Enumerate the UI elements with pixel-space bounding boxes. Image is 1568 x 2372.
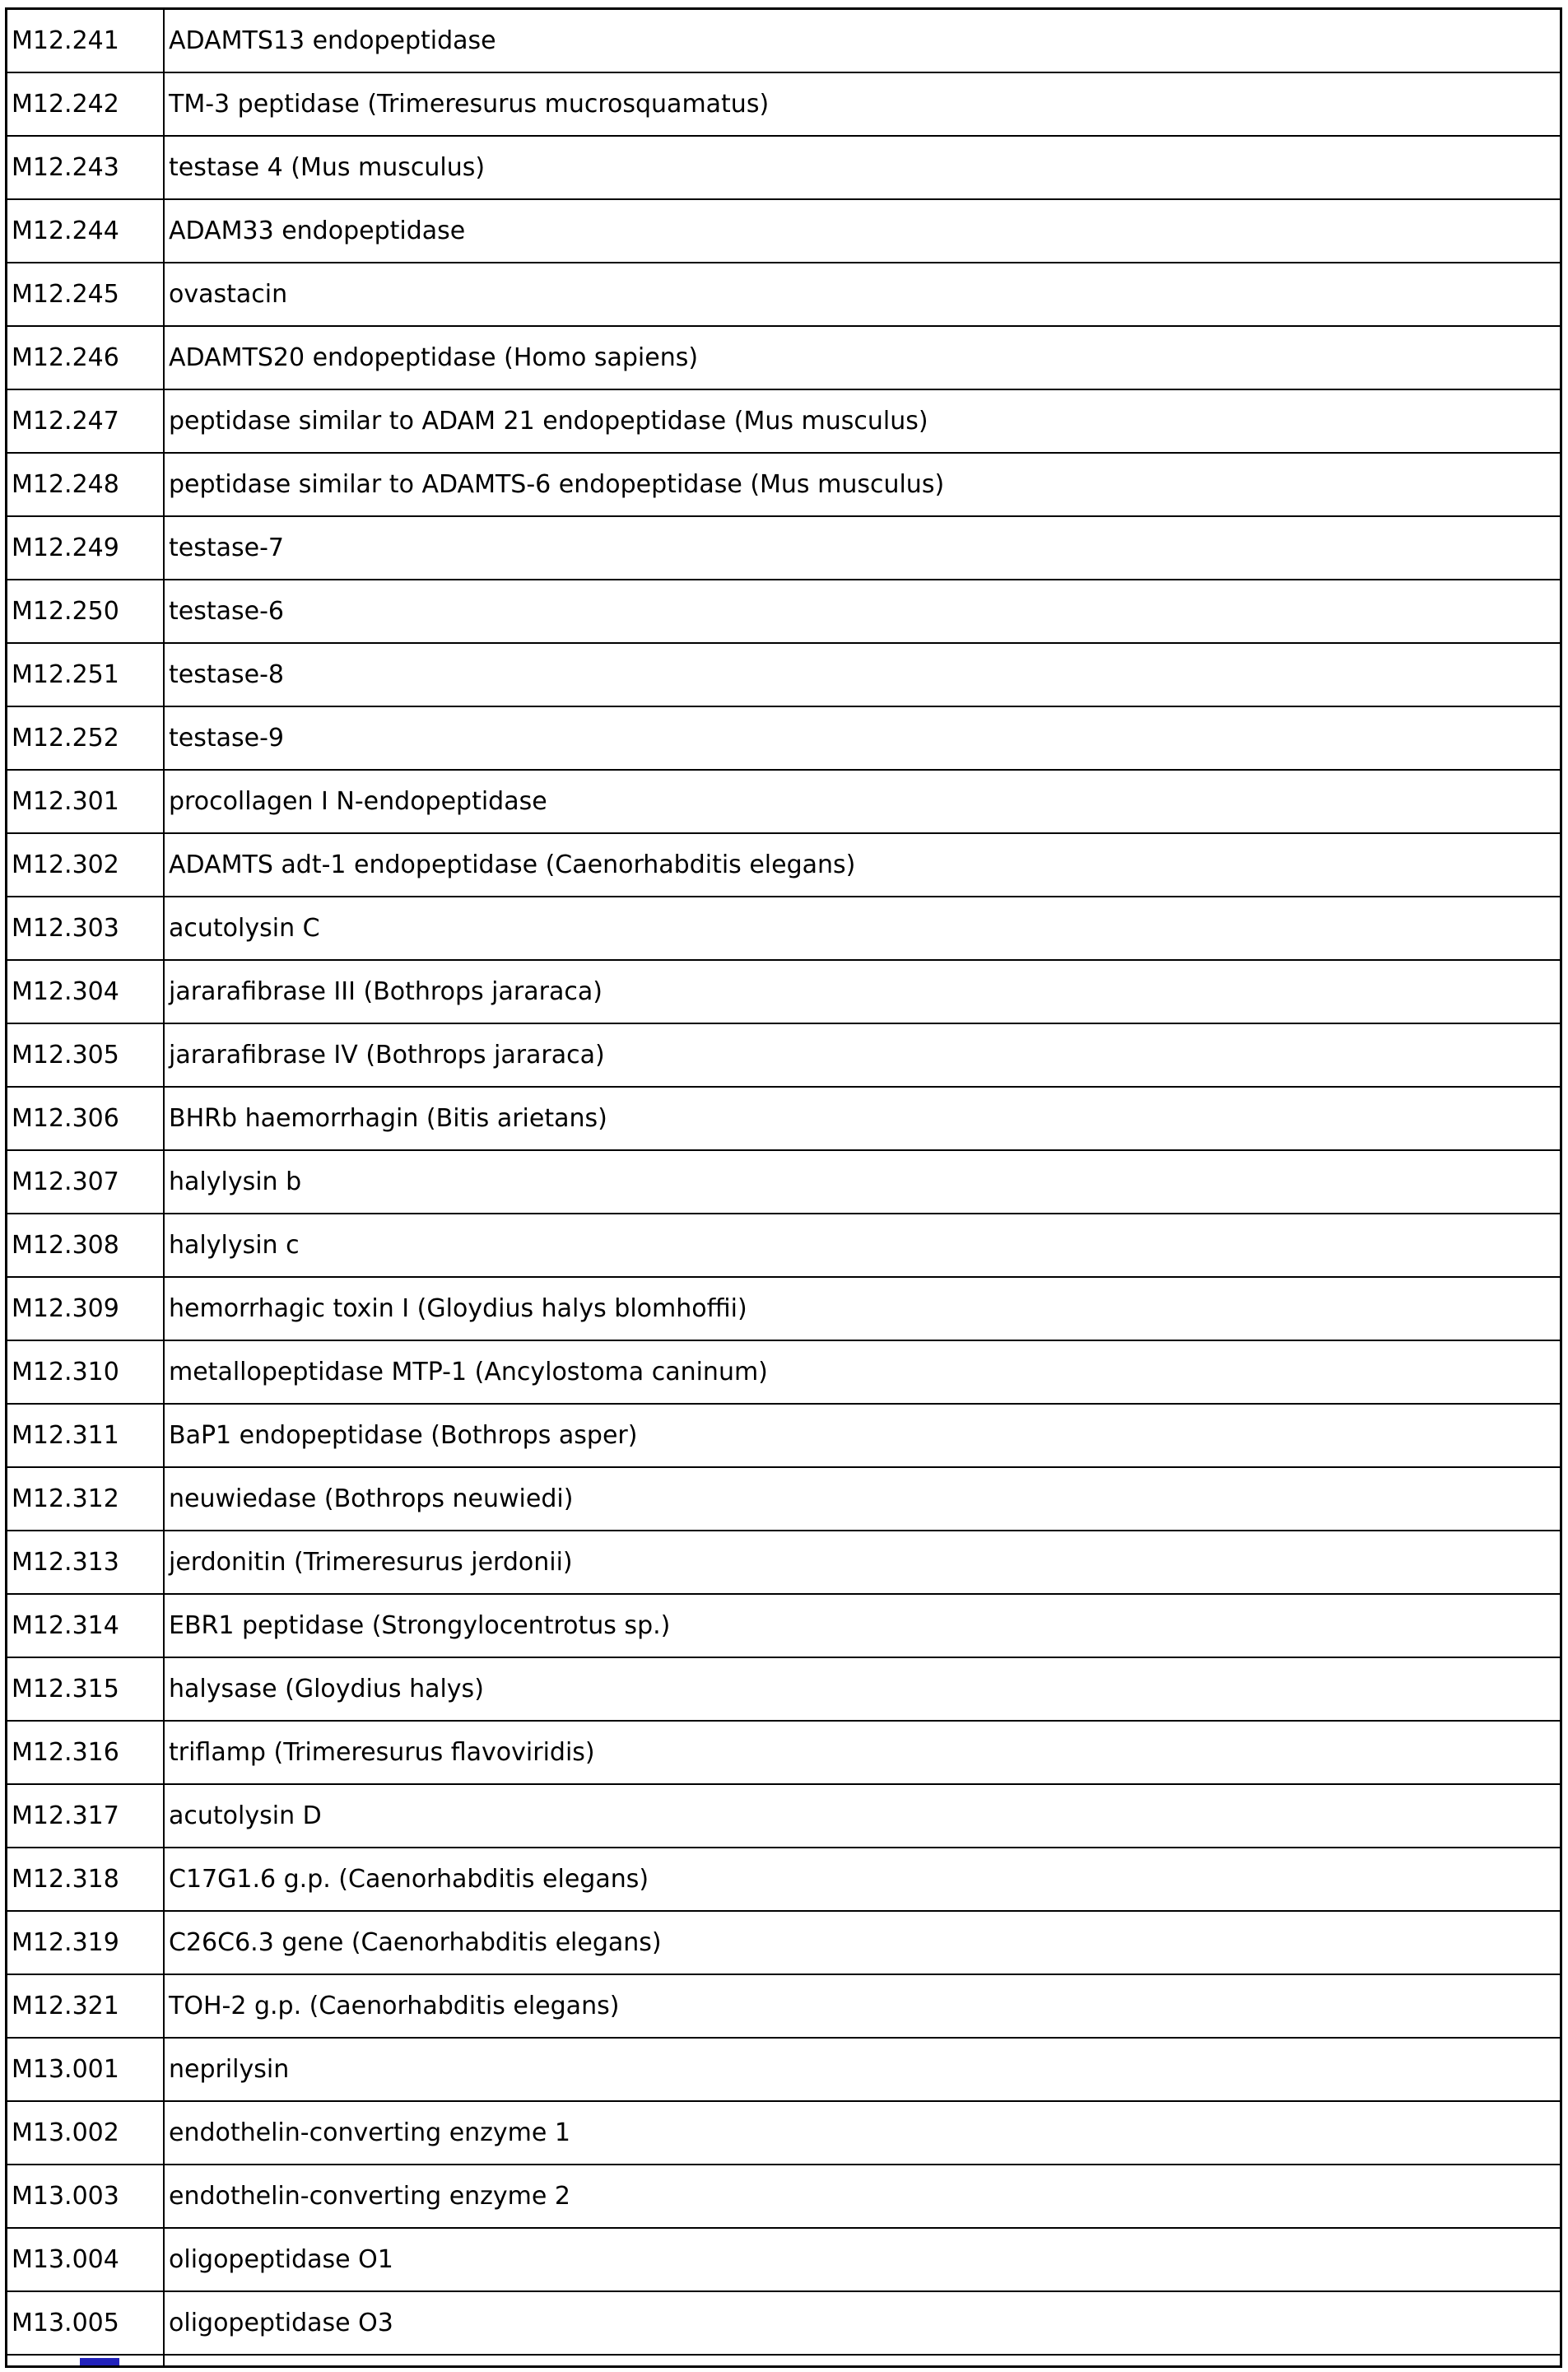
- protein-name-cell: TM-3 peptidase (Trimeresurus mucrosquamatus): [164, 72, 1561, 136]
- partial-link-fragment[interactable]: [80, 2358, 119, 2365]
- protein-name-cell: testase-9: [164, 706, 1561, 770]
- table-row: [7, 2291, 1561, 2355]
- mer-id-cell: M12.310: [7, 1340, 165, 1404]
- protein-name-cell: hemorrhagic toxin I (Gloydius halys blomhoffii): [164, 1277, 1561, 1340]
- mer-id-cell: M12.252: [7, 706, 165, 770]
- mer-id-cell: M12.243: [7, 136, 165, 199]
- table-row: [7, 136, 1561, 199]
- protein-name-cell: peptidase similar to ADAM 21 endopeptidase (Mus musculus): [164, 389, 1561, 453]
- table-row: [7, 2038, 1561, 2101]
- protein-name-cell: triflamp (Trimeresurus flavoviridis): [164, 1721, 1561, 1784]
- mer-id-cell: M13.001: [7, 2038, 165, 2101]
- table-row: [7, 1023, 1561, 1087]
- protein-name-cell: testase-7: [164, 516, 1561, 580]
- table-row: [7, 1531, 1561, 1594]
- table-row: [7, 9, 1561, 73]
- table-row: [7, 453, 1561, 516]
- protein-name-cell: acutolysin C: [164, 897, 1561, 960]
- table-row: [7, 1784, 1561, 1848]
- partial-name-cell: [164, 2355, 1561, 2367]
- protein-name-cell: ovastacin: [164, 263, 1561, 326]
- protein-name-cell: C17G1.6 g.p. (Caenorhabditis elegans): [164, 1848, 1561, 1911]
- protein-name-cell: procollagen I N-endopeptidase: [164, 770, 1561, 833]
- mer-id-cell: M12.312: [7, 1467, 165, 1531]
- partial-id-cell: [7, 2355, 165, 2367]
- protein-name-cell: endothelin-converting enzyme 1: [164, 2101, 1561, 2165]
- mer-id-cell: M13.005: [7, 2291, 165, 2355]
- table-row: [7, 833, 1561, 897]
- partial-row: [7, 2355, 1561, 2367]
- protein-name-cell: ADAMTS13 endopeptidase: [164, 9, 1561, 73]
- table-row: [7, 326, 1561, 389]
- protein-name-cell: jerdonitin (Trimeresurus jerdonii): [164, 1531, 1561, 1594]
- protein-name-cell: halysase (Gloydius halys): [164, 1657, 1561, 1721]
- mer-id-cell: M12.303: [7, 897, 165, 960]
- mer-id-cell: M12.246: [7, 326, 165, 389]
- mer-id-cell: M12.249: [7, 516, 165, 580]
- table-row: [7, 1467, 1561, 1531]
- table-row: [7, 263, 1561, 326]
- table-row: [7, 1087, 1561, 1150]
- table-body: [7, 9, 1561, 2356]
- table-body-partial: [7, 2355, 1561, 2367]
- protein-name-cell: metallopeptidase MTP-1 (Ancylostoma caninum): [164, 1340, 1561, 1404]
- mer-id-cell: M12.244: [7, 199, 165, 263]
- protein-name-cell: neprilysin: [164, 2038, 1561, 2101]
- protein-name-cell: C26C6.3 gene (Caenorhabditis elegans): [164, 1911, 1561, 1974]
- protein-name-cell: EBR1 peptidase (Strongylocentrotus sp.): [164, 1594, 1561, 1657]
- protein-name-cell: peptidase similar to ADAMTS-6 endopeptidase (Mus musculus): [164, 453, 1561, 516]
- protein-name-cell: endothelin-converting enzyme 2: [164, 2165, 1561, 2228]
- protein-name-cell: jararafibrase IV (Bothrops jararaca): [164, 1023, 1561, 1087]
- mer-id-cell: M12.313: [7, 1531, 165, 1594]
- mer-id-cell: M12.301: [7, 770, 165, 833]
- table-row: [7, 389, 1561, 453]
- protein-name-cell: BHRb haemorrhagin (Bitis arietans): [164, 1087, 1561, 1150]
- mer-id-cell: M12.242: [7, 72, 165, 136]
- protein-name-cell: testase-6: [164, 580, 1561, 643]
- protein-name-cell: jararafibrase III (Bothrops jararaca): [164, 960, 1561, 1023]
- protein-name-cell: BaP1 endopeptidase (Bothrops asper): [164, 1404, 1561, 1467]
- protein-name-cell: ADAMTS adt-1 endopeptidase (Caenorhabditis elegans): [164, 833, 1561, 897]
- table-row: [7, 643, 1561, 706]
- mer-id-cell: M13.002: [7, 2101, 165, 2165]
- table-row: [7, 2101, 1561, 2165]
- table-row: [7, 960, 1561, 1023]
- mer-id-cell: M12.315: [7, 1657, 165, 1721]
- peptidase-table: [5, 7, 1562, 2368]
- protein-name-cell: testase-8: [164, 643, 1561, 706]
- table-row: [7, 1214, 1561, 1277]
- table-row: [7, 1404, 1561, 1467]
- table-row: [7, 1721, 1561, 1784]
- protein-name-cell: ADAMTS20 endopeptidase (Homo sapiens): [164, 326, 1561, 389]
- table-row: [7, 706, 1561, 770]
- table-row: [7, 1150, 1561, 1214]
- protein-name-cell: TOH-2 g.p. (Caenorhabditis elegans): [164, 1974, 1561, 2038]
- table-row: [7, 2228, 1561, 2291]
- table-row: [7, 580, 1561, 643]
- mer-id-cell: M12.302: [7, 833, 165, 897]
- mer-id-cell: M13.004: [7, 2228, 165, 2291]
- protein-name-cell: halylysin b: [164, 1150, 1561, 1214]
- mer-id-cell: M12.317: [7, 1784, 165, 1848]
- protein-name-cell: ADAM33 endopeptidase: [164, 199, 1561, 263]
- table-row: [7, 1974, 1561, 2038]
- mer-id-cell: M12.307: [7, 1150, 165, 1214]
- mer-id-cell: M13.003: [7, 2165, 165, 2228]
- table-row: [7, 1911, 1561, 1974]
- mer-id-cell: M12.304: [7, 960, 165, 1023]
- table-row: [7, 72, 1561, 136]
- mer-id-cell: M12.306: [7, 1087, 165, 1150]
- mer-id-cell: M12.318: [7, 1848, 165, 1911]
- mer-id-cell: M12.311: [7, 1404, 165, 1467]
- table-row: [7, 1848, 1561, 1911]
- mer-id-cell: M12.247: [7, 389, 165, 453]
- table-row: [7, 199, 1561, 263]
- mer-id-cell: M12.321: [7, 1974, 165, 2038]
- table-row: [7, 2165, 1561, 2228]
- protein-name-cell: oligopeptidase O1: [164, 2228, 1561, 2291]
- table-row: [7, 516, 1561, 580]
- mer-id-cell: M12.245: [7, 263, 165, 326]
- protein-name-cell: halylysin c: [164, 1214, 1561, 1277]
- mer-id-cell: M12.251: [7, 643, 165, 706]
- table-row: [7, 770, 1561, 833]
- mer-id-cell: M12.248: [7, 453, 165, 516]
- protein-name-cell: testase 4 (Mus musculus): [164, 136, 1561, 199]
- mer-id-cell: M12.241: [7, 9, 165, 73]
- protein-name-cell: oligopeptidase O3: [164, 2291, 1561, 2355]
- mer-id-cell: M12.250: [7, 580, 165, 643]
- table-row: [7, 1340, 1561, 1404]
- table-row: [7, 1657, 1561, 1721]
- protein-name-cell: acutolysin D: [164, 1784, 1561, 1848]
- mer-id-cell: M12.316: [7, 1721, 165, 1784]
- table-row: [7, 897, 1561, 960]
- mer-id-cell: M12.314: [7, 1594, 165, 1657]
- mer-id-cell: M12.308: [7, 1214, 165, 1277]
- table-row: [7, 1594, 1561, 1657]
- mer-id-cell: M12.305: [7, 1023, 165, 1087]
- table-row: [7, 1277, 1561, 1340]
- mer-id-cell: M12.319: [7, 1911, 165, 1974]
- protein-name-cell: neuwiedase (Bothrops neuwiedi): [164, 1467, 1561, 1531]
- mer-id-cell: M12.309: [7, 1277, 165, 1340]
